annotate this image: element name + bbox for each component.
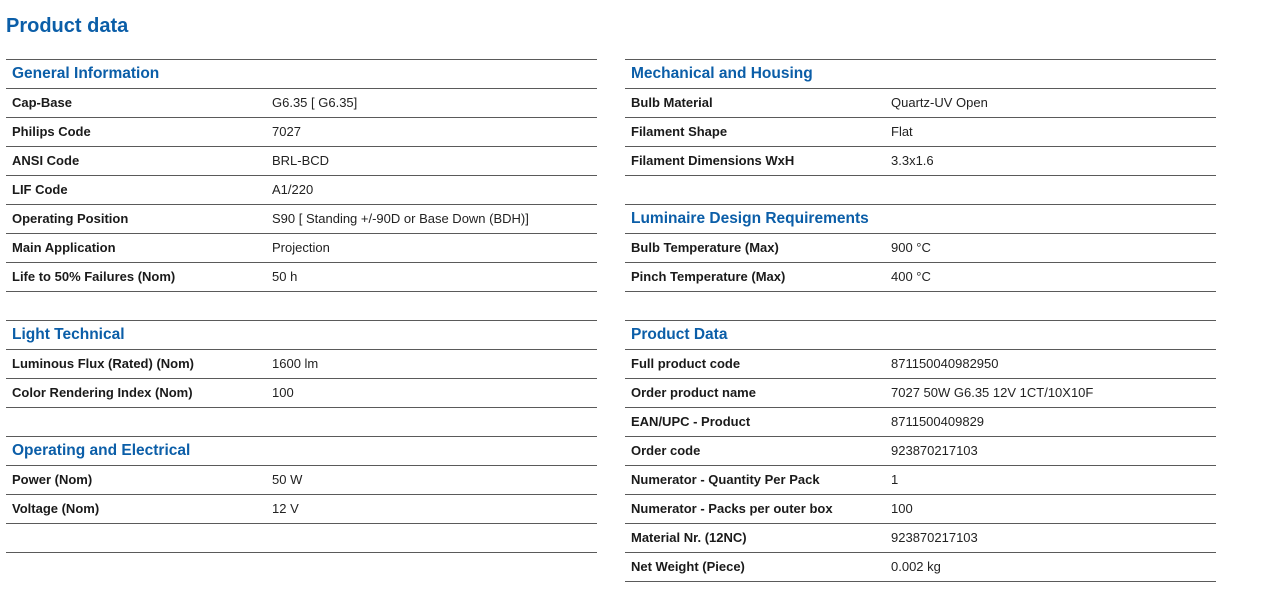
- spec-row: [6, 495, 597, 524]
- section-title: Operating and Electrical: [6, 437, 597, 466]
- spec-value: Flat: [891, 124, 913, 139]
- spec-label: Life to 50% Failures (Nom): [12, 269, 176, 284]
- spec-row: [6, 263, 597, 292]
- spec-row: [6, 379, 597, 408]
- section-spacer: [6, 408, 597, 437]
- left-column: [6, 59, 597, 553]
- section-spacer: [625, 176, 1216, 205]
- section-spacer: [6, 292, 597, 321]
- spec-label: Pinch Temperature (Max): [631, 269, 786, 284]
- spec-row: [6, 89, 597, 118]
- spec-label: LIF Code: [12, 182, 68, 197]
- section-luminaire-design: [625, 205, 1216, 321]
- section-operating-electrical: [6, 437, 597, 553]
- spec-value: 7027: [272, 124, 301, 139]
- spec-label: Philips Code: [12, 124, 91, 139]
- spec-value: 12 V: [272, 501, 299, 516]
- spec-value: 923870217103: [891, 530, 978, 545]
- spec-row: [625, 89, 1216, 118]
- spec-row: [6, 118, 597, 147]
- spec-label: Net Weight (Piece): [631, 559, 745, 574]
- spec-row: [6, 205, 597, 234]
- page-title: Product data: [6, 15, 129, 37]
- spec-label: Order code: [631, 443, 701, 458]
- spec-label: Power (Nom): [12, 472, 93, 487]
- spec-label: ANSI Code: [12, 153, 80, 168]
- spec-row: [625, 437, 1216, 466]
- spec-value: Quartz-UV Open: [891, 95, 988, 110]
- section-title: Product Data: [625, 321, 1216, 350]
- spec-label: Luminous Flux (Rated) (Nom): [12, 356, 194, 371]
- spec-value: 923870217103: [891, 443, 978, 458]
- right-column: [625, 59, 1216, 582]
- spec-row: [625, 234, 1216, 263]
- spec-row: [6, 350, 597, 379]
- spec-label: Main Application: [12, 240, 116, 255]
- spec-row: [625, 466, 1216, 495]
- spec-label: Full product code: [631, 356, 741, 371]
- section-title: General Information: [6, 60, 597, 89]
- spec-value: S90 [ Standing +/-90D or Base Down (BDH)]: [272, 211, 529, 226]
- spec-label: Filament Shape: [631, 124, 728, 139]
- spec-value: Projection: [272, 240, 330, 255]
- spec-value: G6.35 [ G6.35]: [272, 95, 358, 110]
- spec-value: 50 W: [272, 472, 303, 487]
- spec-row: [6, 147, 597, 176]
- section-mechanical-housing: [625, 59, 1216, 205]
- spec-row: [625, 379, 1216, 408]
- section-general-information: [6, 59, 597, 321]
- spec-label: Material Nr. (12NC): [631, 530, 747, 545]
- section-product-data: [625, 321, 1216, 582]
- spec-value: 900 °C: [891, 240, 931, 255]
- spec-value: 3.3x1.6: [891, 153, 934, 168]
- spec-row: [625, 147, 1216, 176]
- spec-row: [625, 118, 1216, 147]
- spec-value: A1/220: [272, 182, 314, 197]
- spec-row: [625, 553, 1216, 582]
- section-spacer: [6, 524, 597, 553]
- section-light-technical: [6, 321, 597, 437]
- spec-value: 8711500409829: [891, 414, 985, 429]
- spec-value: 1: [891, 472, 899, 487]
- spec-label: Voltage (Nom): [12, 501, 100, 516]
- section-spacer: [625, 292, 1216, 321]
- spec-value: 1600 lm: [272, 356, 319, 371]
- spec-value: 50 h: [272, 269, 298, 284]
- spec-label: Color Rendering Index (Nom): [12, 385, 193, 400]
- spec-row: [6, 466, 597, 495]
- spec-value: 0.002 kg: [891, 559, 941, 574]
- spec-value: BRL-BCD: [272, 153, 330, 168]
- spec-value: 871150040982950: [891, 356, 999, 371]
- spec-label: Cap-Base: [12, 95, 72, 110]
- spec-label: Bulb Temperature (Max): [631, 240, 779, 255]
- spec-label: Numerator - Quantity Per Pack: [631, 472, 820, 487]
- spec-row: [6, 234, 597, 263]
- spec-label: EAN/UPC - Product: [631, 414, 751, 429]
- spec-row: [625, 495, 1216, 524]
- spec-row: [625, 524, 1216, 553]
- spec-label: Bulb Material: [631, 95, 713, 110]
- spec-label: Filament Dimensions WxH: [631, 153, 795, 168]
- section-title: Light Technical: [6, 321, 597, 350]
- spec-row: [6, 176, 597, 205]
- spec-row: [625, 263, 1216, 292]
- spec-value: 100: [891, 501, 913, 516]
- spec-row: [625, 408, 1216, 437]
- section-title: Luminaire Design Requirements: [625, 205, 1216, 234]
- spec-label: Order product name: [631, 385, 756, 400]
- section-title: Mechanical and Housing: [625, 60, 1216, 89]
- spec-value: 400 °C: [891, 269, 931, 284]
- spec-value: 100: [272, 385, 294, 400]
- spec-label: Operating Position: [12, 211, 129, 226]
- spec-label: Numerator - Packs per outer box: [631, 501, 833, 516]
- spec-value: 7027 50W G6.35 12V 1CT/10X10F: [891, 385, 1094, 400]
- spec-row: [625, 350, 1216, 379]
